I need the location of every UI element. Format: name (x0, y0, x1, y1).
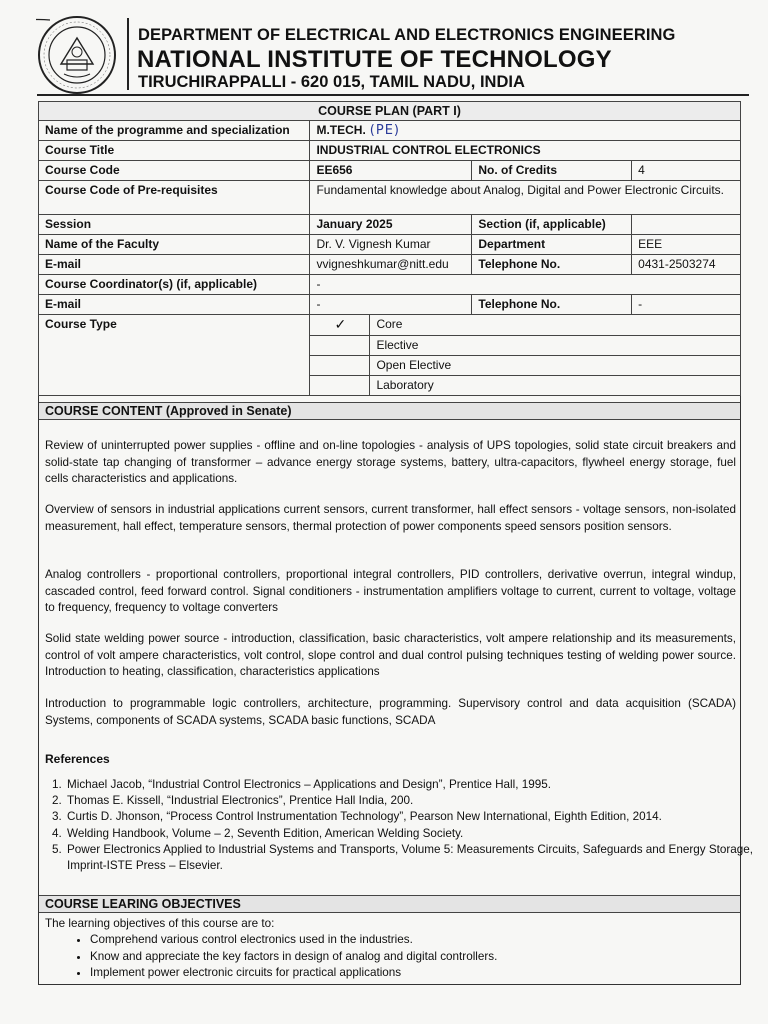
references-list (47, 777, 755, 874)
prereq-value: Fundamental knowledge about Analog, Digital and Power Electronic Circuits. (310, 181, 741, 215)
reference-item: 5. Power Electronics Applied to Industrial Systems and Transports, Volume 5: Measurements Circuits, Safeguards and Energy Storage, Imprint-ISTE Press – Elsevier. (65, 842, 755, 874)
header-rule (37, 94, 749, 96)
objective-item: • Implement power electronic circuits for practical applications (90, 965, 497, 982)
telephone-label: Telephone No. (472, 255, 632, 275)
faculty-label: Name of the Faculty (39, 235, 310, 255)
course-type-check-cell (310, 315, 370, 336)
section-label: Section (if, applicable) (472, 215, 632, 235)
course-type-check-cell (310, 336, 370, 356)
department-value: EEE (632, 235, 741, 255)
objectives-intro: The learning objectives of this course are to: (45, 917, 275, 930)
reference-item: 3. Curtis D. Jhonson, “Process Control Instrumentation Technology”, Pearson New International, Eighth Edition, 2014. (65, 809, 755, 825)
email-label: E-mail (39, 255, 310, 275)
institute-address: TIRUCHIRAPPALLI - 620 015, TAMIL NADU, INDIA (138, 73, 525, 91)
programme-label: Name of the programme and specialization (39, 121, 310, 141)
email2-label: E-mail (39, 295, 310, 315)
course-type-label: Course Type (39, 315, 310, 396)
telephone2-value: - (632, 295, 741, 315)
session-label: Session (39, 215, 310, 235)
faculty-value: Dr. V. Vignesh Kumar (310, 235, 472, 255)
course-title-value: INDUSTRIAL CONTROL ELECTRONICS (310, 141, 741, 161)
course-code-label: Course Code (39, 161, 310, 181)
email-value: vvigneshkumar@nitt.edu (310, 255, 472, 275)
email2-value: - (310, 295, 472, 315)
course-code-value: EE656 (310, 161, 472, 181)
programme-value: M.TECH. (316, 123, 366, 137)
telephone2-label: Telephone No. (472, 295, 632, 315)
content-paragraph: Introduction to programmable logic controllers, architecture, programming. Supervisory control and data acquisition (SCADA) Systems, components of SCADA systems, SCADA basic functions, SCADA (45, 697, 736, 727)
institute-name: NATIONAL INSTITUTE OF TECHNOLOGY (137, 46, 612, 73)
content-paragraph: Review of uninterrupted power supplies - offline and on-line topologies - analysis of UPS topologies, solid state circuit breakers and solid-state tap changing of transformer – advance energy storage systems, battery, ultra-capacitors, flywheel energy storage, fuel cells characteristics and applications. (45, 439, 736, 485)
section-value (632, 215, 741, 235)
institute-logo-icon (36, 14, 118, 96)
content-paragraph: Analog controllers - proportional controllers, proportional integral controllers, PID controllers, derivative overrun, integral windup, cascaded control, feed forward control. Signal conditioners - instrumentation amplifiers voltage to current, current to voltage, voltage to frequency, frequency to voltage converters (45, 568, 736, 614)
objective-item: • Know and appreciate the key factors in design of analog and digital controllers. (90, 949, 497, 966)
reference-item: 1. Michael Jacob, “Industrial Control Electronics – Applications and Design”, Prentice Hall, 1995. (65, 777, 755, 793)
course-type-core: Core (370, 315, 741, 336)
content-paragraph: Overview of sensors in industrial applications current sensors, current transformer, hall effect sensors - voltage sensors, non-isolated measurement, hall effect, temperature sensors, thermal protection of power components speed sensors position sensors. (45, 503, 736, 533)
course-type-laboratory: Laboratory (370, 376, 741, 396)
course-content-heading: COURSE CONTENT (Approved in Senate) (39, 402, 740, 420)
content-paragraph: Solid state welding power source - introduction, classification, basic characteristics, volt ampere relationship and its measurements, control of volt ampere characteristics, volt control, slope control and dual control pulsing techniques testing of welding power source. Introduction to heating, classification, characteristics applications (45, 632, 736, 678)
objectives-list (68, 932, 497, 982)
department-label: Department (472, 235, 632, 255)
references-title: References (45, 752, 110, 766)
department-name: DEPARTMENT OF ELECTRICAL AND ELECTRONICS ENGINEERING (138, 26, 676, 44)
programme-handwritten-note: (PE) (369, 123, 400, 138)
reference-item: 4. Welding Handbook, Volume – 2, Seventh Edition, American Welding Society. (65, 826, 755, 842)
coordinator-label: Course Coordinator(s) (if, applicable) (39, 275, 310, 295)
checkmark-icon: ✓ (334, 316, 347, 332)
programme-cell (310, 121, 741, 141)
prereq-label: Course Code of Pre-requisites (39, 181, 310, 215)
reference-item: 2. Thomas E. Kissell, “Industrial Electronics”, Prentice Hall India, 200. (65, 793, 755, 809)
coordinator-value: - (310, 275, 741, 295)
course-type-check-cell (310, 376, 370, 396)
objective-item: • Comprehend various control electronics used in the industries. (90, 932, 497, 949)
credits-label: No. of Credits (472, 161, 632, 181)
credits-value: 4 (632, 161, 741, 181)
course-plan-table (38, 101, 741, 396)
objectives-heading: COURSE LEARING OBJECTIVES (39, 895, 740, 913)
letterhead (0, 0, 768, 96)
header-divider (127, 18, 129, 90)
session-value: January 2025 (310, 215, 472, 235)
course-type-elective: Elective (370, 336, 741, 356)
course-plan-title: COURSE PLAN (PART I) (39, 102, 741, 121)
course-type-open-elective: Open Elective (370, 356, 741, 376)
course-title-label: Course Title (39, 141, 310, 161)
course-type-check-cell (310, 356, 370, 376)
telephone-value: 0431-2503274 (632, 255, 741, 275)
